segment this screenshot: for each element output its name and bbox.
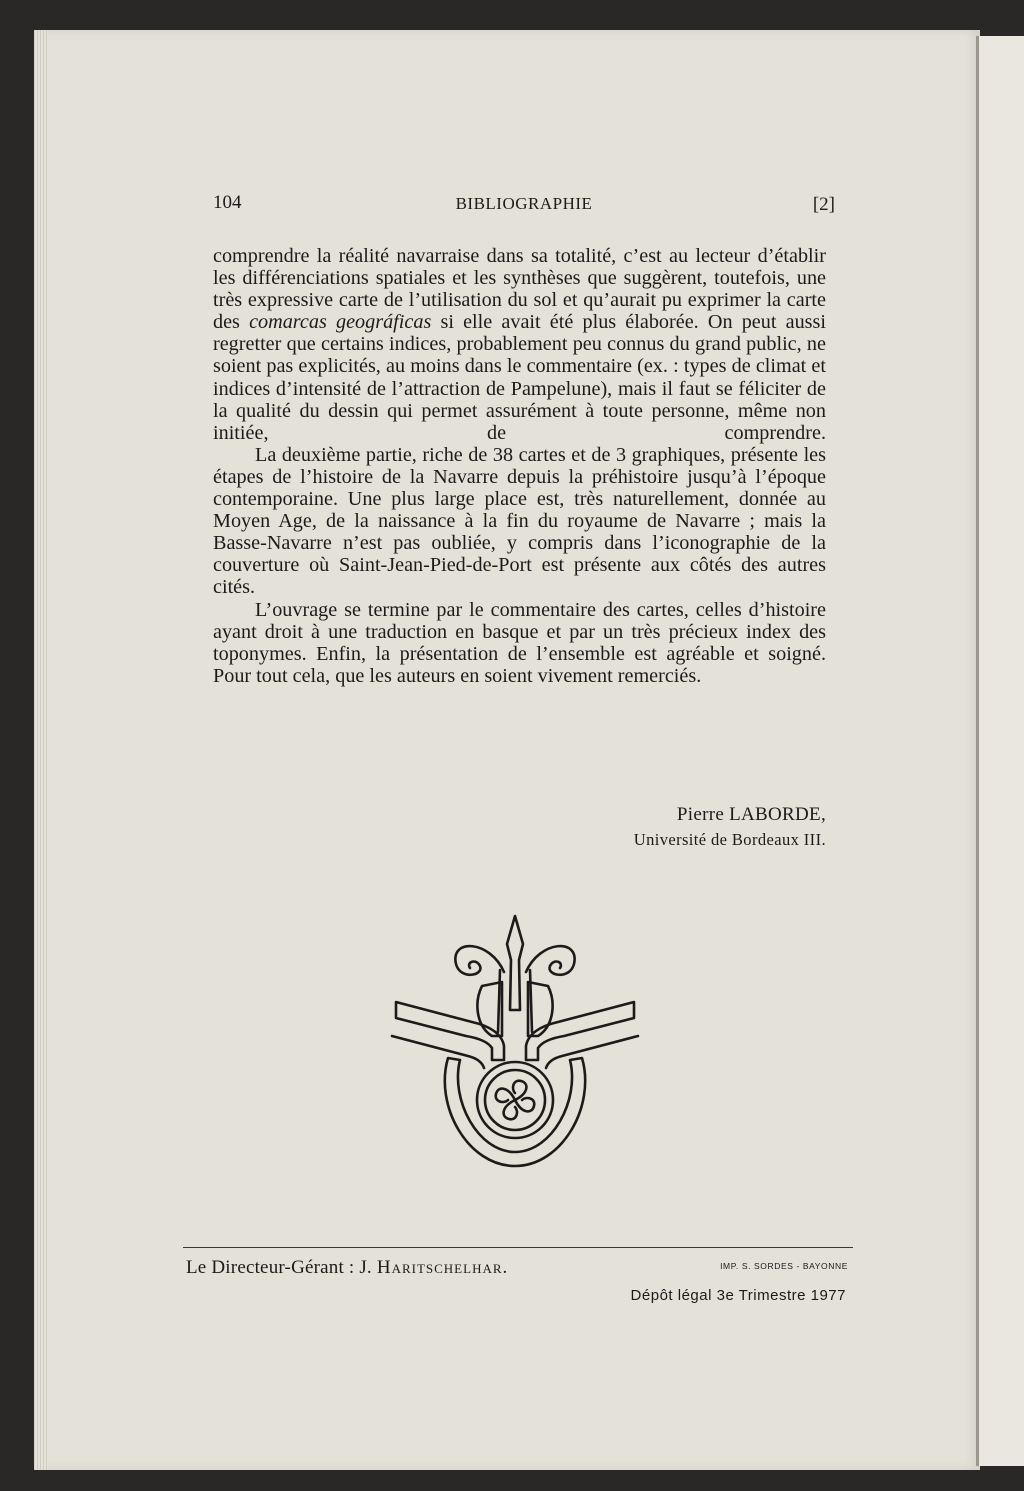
director-label: Le Directeur-Gérant : J. [186, 1257, 377, 1278]
paragraph-2: La deuxième partie, riche de 38 cartes et de 3 graphiques, présente les étapes de l’histoire de la Navarre depuis la préhistoire jusqu’à l’époque contemporaine. Une plus large place est, très naturellement, donnée au Moyen Age, de la naissance à la fin du royaume de Navarre ; mais la Basse-Navarre n’est pas oubliée, y compris dans l’iconographie de la couverture où Saint-Jean-Pied-de-Port est présente aux côtés des autres cités. [213, 443, 826, 599]
author-affiliation: Université de Bordeaux III. [633, 830, 826, 849]
running-header [213, 192, 835, 222]
page-number: 104 [213, 192, 242, 213]
review-body [213, 245, 826, 687]
paragraph-3: L’ouvrage se termine par le commentaire des cartes, celles d’histoire ayant droit à une traduction en basque et par un très précieux index des toponymes. Enfin, la présentation de l’ensemble est agréable et soigné. Pour tout cela, que les auteurs en soient vivement remerciés. [213, 598, 826, 687]
adjacent-page-edge [976, 36, 1024, 1466]
paragraph-1-italic: comarcas geográficas [249, 311, 432, 334]
paragraph-1-end: si elle avait été plus élaborée. On peut aussi regretter que certains indices, probablement peu connus du grand public, ne soient pas explicités, au moins dans le commentaire (ex. : types de climat et indices d’intensité de l’attraction de Pampelune), mais il faut se féliciter de la qualité du dessin qui permet assurément à toute personne, même non initiée, de comprendre. [213, 311, 826, 444]
signature-block [634, 802, 826, 852]
page-edge-stack [34, 30, 48, 1470]
running-title: BIBLIOGRAPHIE [455, 194, 593, 213]
legal-deposit: Dépôt légal 3e Trimestre 1977 [630, 1287, 846, 1304]
director-credit [186, 1257, 508, 1279]
paragraph-1-start: comprendre la réalité navarraise dans sa totalité, c’est au lecteur d’établir les différenciations spatiales et les synthèses que suggèrent, toutefois, une très expressive carte de l’utilisation du sol et qu’aurait pu exprimer la carte des [213, 245, 826, 334]
footer-divider [183, 1247, 853, 1248]
printer-credit: IMP. S. SORDES - BAYONNE [720, 1261, 848, 1271]
director-name: Haritschelhar. [376, 1257, 509, 1278]
paragraph-1 [213, 245, 826, 444]
section-marker: [2] [812, 194, 835, 215]
author-name: Pierre LABORDE, [676, 804, 826, 825]
basque-lauburu-emblem-icon [380, 910, 650, 1180]
